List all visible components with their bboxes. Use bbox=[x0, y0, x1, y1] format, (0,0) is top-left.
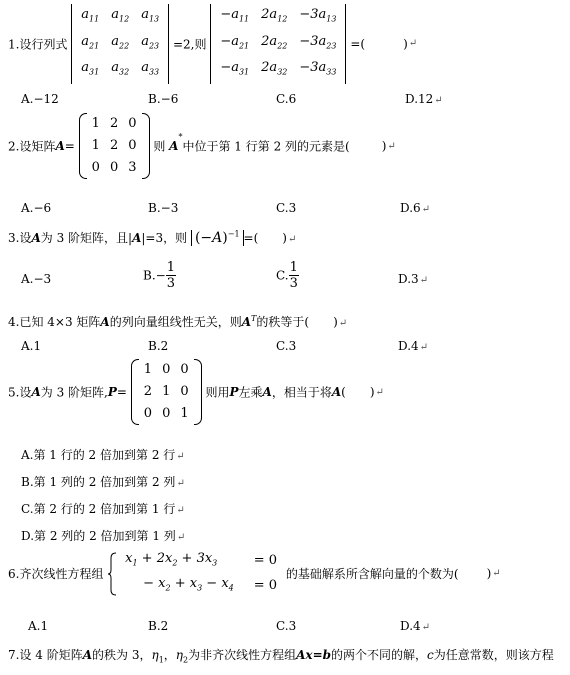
q2-option-d: D.6↵ bbox=[400, 201, 431, 215]
question-2: 2.设矩阵A= 1 2 0 1 2 0 0 0 3 则 A*中位于第 1 行第 2 列的元素是( )↵ bbox=[8, 113, 396, 179]
paragraph-mark: ↵ bbox=[408, 38, 418, 50]
question-5: 5.设A为 3 阶矩阵,P= 1 0 0 2 1 0 0 0 1 则用P左乘A，相当于将A( )↵ bbox=[8, 359, 384, 425]
q6-option-d: D.4↵ bbox=[400, 619, 431, 633]
q1-determinant-left: $a_{11}$ $a_{12}$ $a_{13}$ $a_{21}$ $a_{22}$ $a_{23}$ $a_{31}$ $a_{32}$ $a_{33}$ bbox=[71, 4, 169, 84]
q1-answer-open: =( bbox=[350, 36, 366, 51]
q3-option-d: D.3↵ bbox=[398, 272, 429, 286]
q4-option-c: C.3 bbox=[276, 339, 297, 353]
q3-option-a: A.−3 bbox=[21, 272, 52, 286]
q2-option-b: B.−3 bbox=[148, 201, 179, 215]
q6-option-a: A.1 bbox=[28, 619, 49, 633]
q6-option-c: C.3 bbox=[276, 619, 297, 633]
q1-determinant-right: $-a_{11}$ $2a_{12}$ $-3a_{13}$ $-a_{21}$ $2a_{22}$ $-3a_{23}$ $-a_{31}$ $2a_{32}$ $-3a_{33}$ bbox=[210, 4, 346, 84]
q3-expression: $(-A)^{-1}$ bbox=[191, 230, 244, 246]
q2-option-c: C.3 bbox=[276, 201, 297, 215]
q5-option-c: C.第 2 行的 2 倍加到第 1 行↵ bbox=[21, 502, 185, 516]
q2-stem: 2.设矩阵 bbox=[8, 139, 56, 154]
q1-condition: =2,则 bbox=[172, 37, 207, 52]
q5-option-a: A.第 1 行的 2 倍加到第 2 行↵ bbox=[21, 448, 185, 462]
q4-option-d: D.4↵ bbox=[398, 339, 429, 353]
q1-option-c: C.6 bbox=[276, 92, 297, 106]
question-3: 3.设A为 3 阶矩阵，且|A|=3，则 $(-A)^{-1}$ =( )↵ bbox=[8, 229, 297, 246]
q4-option-a: A.1 bbox=[21, 339, 42, 353]
q2-question-text: 中位于第 1 行第 2 列的元素是( bbox=[182, 139, 350, 154]
q2-matrix: 1 2 0 1 2 0 0 0 3 bbox=[79, 113, 150, 179]
q5-matrix: 1 0 0 2 1 0 0 0 1 bbox=[131, 359, 202, 425]
q1-answer-close: ) bbox=[403, 36, 408, 51]
question-7: 7.设 4 阶矩阵A的秩为 3，$\eta_1$，$\eta_2$为非齐次线性方程组Ax=b的两个不同的解，c为任意常数，则该方程 bbox=[8, 648, 554, 665]
q1-stem: 1.设行列式 bbox=[8, 37, 68, 52]
q1-option-b: B.−6 bbox=[148, 92, 179, 106]
q6-system: $x_1 + 2x_2 + 3x_3$ = 0 − $x_2 + x_3 - x_4$ = 0 bbox=[125, 551, 278, 593]
q5-option-b: B.第 1 列的 2 倍加到第 2 列↵ bbox=[21, 475, 185, 489]
q3-option-b: B.− $\frac{1}{3}$ bbox=[143, 260, 175, 291]
q6-option-b: B.2 bbox=[148, 619, 169, 633]
q6-brace bbox=[107, 552, 117, 596]
question-1 bbox=[8, 4, 417, 84]
q2-option-a: A.−6 bbox=[21, 201, 52, 215]
q1-option-d: D.12↵ bbox=[405, 92, 443, 106]
q3-option-c: C. $\frac{1}{3}$ bbox=[276, 260, 298, 291]
question-4: 4.已知 4×3 矩阵A的列向量组线性无关，则$A^T$的秩等于( )↵ bbox=[8, 314, 348, 329]
question-6: 6.齐次线性方程组 $x_1 + 2x_2 + 3x_3$ = 0 − $x_2 + x_3 - x_4$ = 0 的基础解系所含解向量的个数为( )↵ bbox=[8, 549, 501, 598]
q1-option-a: A.−12 bbox=[21, 92, 59, 106]
q5-option-d: D.第 2 列的 2 倍加到第 1 列↵ bbox=[21, 529, 186, 543]
q4-option-b: B.2 bbox=[148, 339, 169, 353]
